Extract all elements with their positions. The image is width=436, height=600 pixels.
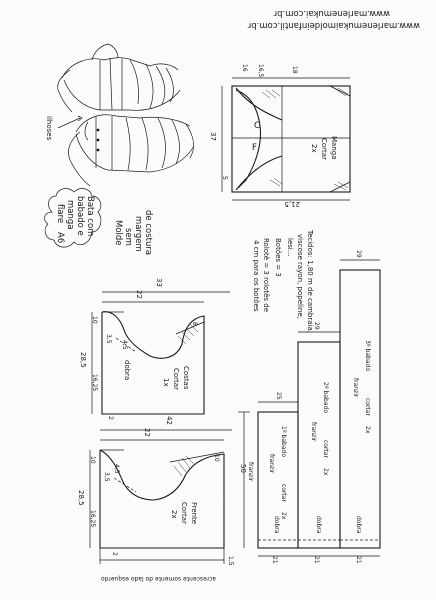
front-waist: 10 bbox=[213, 454, 220, 462]
sleeve-side: 5 bbox=[221, 176, 228, 180]
ruffle1-qty: 2x bbox=[280, 512, 287, 520]
back-armhole: 3,5 bbox=[105, 334, 112, 344]
back-name: Costas bbox=[182, 366, 190, 390]
svg-text:lesi...: lesi... bbox=[286, 238, 294, 257]
svg-text:ilhoses: ilhoses bbox=[45, 116, 53, 141]
ruffle2-gather: franzir bbox=[310, 422, 317, 442]
ruffle1-name: 1º babado bbox=[280, 426, 287, 458]
sleeve-height: 37 bbox=[209, 132, 217, 141]
sleeve-cut-name: Manga bbox=[330, 136, 338, 160]
ruffle3-gather: franzir bbox=[352, 378, 359, 398]
front-qty: 2x bbox=[170, 510, 178, 519]
title-size: A6 bbox=[55, 232, 65, 244]
sleeve-label-c: C bbox=[254, 121, 260, 131]
title-line1: Bata com bbox=[85, 196, 95, 237]
ruffle3-name: 3º babado bbox=[364, 340, 371, 372]
ruffle2-width: 21 bbox=[313, 556, 320, 564]
back-chest: 16,25 bbox=[91, 374, 98, 392]
back-top: 10 bbox=[91, 316, 98, 324]
ruffles-total: 50 bbox=[239, 464, 247, 473]
website-url-1: www.marlenemukai.com.br bbox=[273, 8, 390, 18]
front-pattern bbox=[90, 430, 232, 564]
sleeve-top-c: 18 bbox=[291, 66, 298, 74]
front-name: Frente bbox=[190, 502, 198, 525]
fabric-notes bbox=[252, 229, 314, 333]
website-url-2: www.marlenemukaimoldeinfantil.com.br bbox=[247, 20, 420, 30]
rolotes-note-1: Rolotê = 3 rolotês de bbox=[262, 238, 270, 313]
back-fold: dobra bbox=[123, 360, 131, 381]
front-small: 2 bbox=[111, 552, 118, 556]
back-hem: 33 bbox=[155, 278, 163, 287]
back-waist: 8 bbox=[191, 322, 198, 326]
back-cut: Cortar bbox=[172, 368, 180, 390]
ruffle2-length: 29 bbox=[313, 322, 320, 330]
svg-text:acrescente somente do lado esq: acrescente somente do lado esquerdo bbox=[100, 575, 216, 582]
ruffle3-cut: cortar bbox=[364, 398, 371, 416]
sleeve-cut-label: Cortar bbox=[320, 138, 328, 160]
title-line4: flare bbox=[55, 204, 65, 224]
front-cut: Cortar bbox=[180, 502, 188, 524]
back-width: 22 bbox=[135, 290, 143, 299]
svg-text:Tecidos: 1,80 m de cambraia,: Tecidos: 1,80 m de cambraia, bbox=[306, 230, 314, 334]
front-armhole: 3,5 bbox=[103, 472, 110, 482]
ruffle3-width: 21 bbox=[355, 556, 362, 564]
ruffle2-name: 2º babado bbox=[322, 382, 329, 414]
ruffle3-qty: 2x bbox=[364, 426, 371, 434]
rolotes-note-2: 4 cm para os botões bbox=[252, 240, 260, 312]
ruffle3-fold: dobra bbox=[355, 516, 362, 534]
ruffle2-cut: cortar bbox=[322, 440, 329, 458]
sleeve-qty: 2x bbox=[310, 144, 318, 153]
front-width: 22 bbox=[143, 428, 151, 437]
dress-illustration bbox=[58, 44, 194, 186]
sleeve-width: 21,5 bbox=[284, 200, 300, 208]
back-neck: 4,5 bbox=[121, 340, 128, 350]
front-length: 28,5 bbox=[77, 490, 85, 506]
ruffle3-length: 29 bbox=[355, 250, 362, 258]
title-line2: babado e bbox=[75, 196, 85, 236]
sleeve-top-b: 16,5 bbox=[257, 64, 264, 78]
ruffle2-fold: dobra bbox=[315, 516, 322, 534]
ruffles-top-gather: franzir bbox=[247, 462, 254, 482]
ruffle1-width: 21 bbox=[271, 556, 278, 564]
back-small: 2 bbox=[107, 416, 114, 420]
ruffle1-fold: dobra bbox=[273, 516, 280, 534]
no-seam-note bbox=[113, 210, 153, 255]
front-placket: 1,5 bbox=[227, 556, 234, 566]
back-length: 28,5 bbox=[79, 352, 87, 368]
ruffle1-gather: franzir bbox=[268, 454, 275, 474]
ilhoses-label bbox=[45, 116, 53, 141]
sleeve-label-f: F bbox=[252, 143, 257, 153]
front-chest: 16,25 bbox=[89, 510, 96, 528]
svg-text:de costura: de costura bbox=[143, 210, 153, 256]
title-cloud bbox=[45, 189, 101, 248]
sleeve-top-a: 16 bbox=[241, 64, 248, 72]
back-pattern bbox=[92, 292, 230, 414]
front-neck: 4,5 bbox=[113, 464, 120, 474]
title-line3: manga bbox=[65, 200, 75, 230]
ruffle1-length: 25 bbox=[275, 392, 282, 400]
front-hem: 42 bbox=[165, 416, 173, 425]
ruffle2-qty: 2x bbox=[322, 468, 329, 476]
svg-text:viscose rayon, popeline,: viscose rayon, popeline, bbox=[296, 234, 304, 319]
ruffle1-cut: cortar bbox=[280, 484, 287, 502]
svg-text:sem: sem bbox=[123, 228, 133, 246]
svg-text:Molde: Molde bbox=[113, 220, 123, 246]
svg-text:margem: margem bbox=[133, 216, 143, 252]
website-urls bbox=[247, 8, 420, 30]
back-qty: 1x bbox=[162, 378, 170, 387]
buttons-note: Botões = 3 bbox=[274, 238, 282, 277]
front-top: 10 bbox=[89, 456, 96, 464]
fold-note bbox=[101, 575, 216, 582]
